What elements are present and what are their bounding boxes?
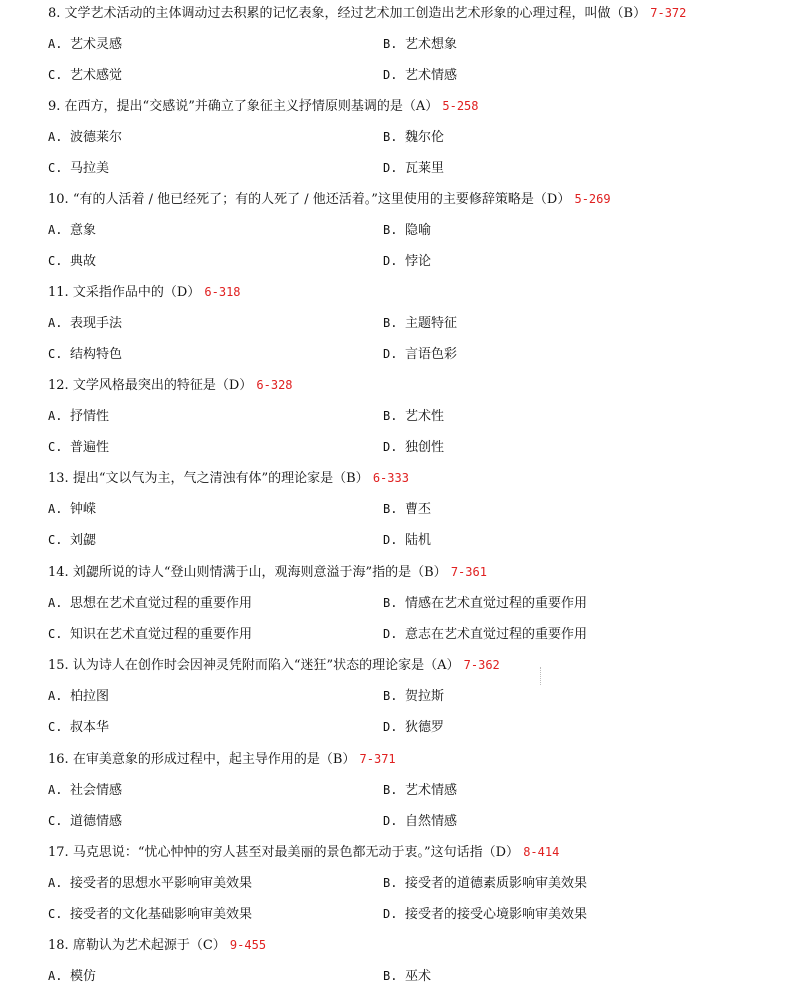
option-text: 言语色彩 bbox=[405, 347, 458, 362]
option-d bbox=[383, 624, 587, 644]
option-letter: D. bbox=[383, 814, 398, 828]
option-letter: A. bbox=[48, 130, 63, 144]
option-letter: C. bbox=[48, 814, 63, 828]
question-stem: 刘勰所说的诗人“登山则情满于山，观海则意溢于海”指的是（B） bbox=[72, 565, 447, 580]
option-letter: D. bbox=[383, 68, 398, 82]
option-text: 狄德罗 bbox=[405, 720, 445, 735]
option-text: 社会情感 bbox=[70, 783, 123, 798]
option-text: 刘勰 bbox=[70, 533, 97, 548]
option-letter: A. bbox=[48, 969, 63, 983]
option-letter: C. bbox=[48, 347, 63, 361]
option-letter: A. bbox=[48, 37, 63, 51]
question-15 bbox=[48, 655, 788, 748]
option-a bbox=[48, 34, 122, 54]
option-d bbox=[383, 344, 457, 364]
option-letter: B. bbox=[383, 502, 398, 516]
option-text: 贺拉斯 bbox=[405, 689, 445, 704]
option-letter: B. bbox=[383, 876, 398, 890]
question-number: 10. bbox=[48, 192, 69, 207]
option-letter: B. bbox=[383, 596, 398, 610]
option-b bbox=[383, 780, 457, 800]
option-text: 叔本华 bbox=[70, 720, 110, 735]
question-stem: 文学艺术活动的主体调动过去积累的记忆表象，经过艺术加工创造出艺术形象的心理过程，叫做（B） bbox=[64, 6, 647, 21]
option-text: 思想在艺术直觉过程的重要作用 bbox=[70, 596, 253, 611]
option-a bbox=[48, 686, 109, 706]
option-text: 表现手法 bbox=[70, 316, 123, 331]
option-text: 瓦莱里 bbox=[405, 161, 445, 176]
question-8 bbox=[48, 3, 788, 96]
option-letter: B. bbox=[383, 316, 398, 330]
option-text: 波德莱尔 bbox=[70, 130, 123, 145]
question-stem-line bbox=[48, 935, 266, 955]
option-b bbox=[383, 593, 587, 613]
option-text: 意象 bbox=[70, 223, 97, 238]
option-letter: B. bbox=[383, 783, 398, 797]
option-text: 结构特色 bbox=[70, 347, 123, 362]
option-c bbox=[48, 624, 252, 644]
option-c bbox=[48, 904, 252, 924]
option-letter: A. bbox=[48, 783, 63, 797]
option-letter: B. bbox=[383, 37, 398, 51]
option-c bbox=[48, 811, 122, 831]
page-reference: 7-371 bbox=[359, 752, 396, 766]
page-reference: 6-318 bbox=[204, 285, 241, 299]
page-reference: 5-269 bbox=[574, 192, 611, 206]
option-letter: C. bbox=[48, 440, 63, 454]
option-text: 抒情性 bbox=[70, 409, 110, 424]
option-a bbox=[48, 127, 122, 147]
option-text: 马拉美 bbox=[70, 161, 110, 176]
option-text: 曹丕 bbox=[405, 502, 432, 517]
page-reference: 7-361 bbox=[450, 565, 487, 579]
question-stem: 提出“文以气为主，气之清浊有体”的理论家是（B） bbox=[72, 471, 369, 486]
option-letter: C. bbox=[48, 627, 63, 641]
question-stem: 文采指作品中的（D） bbox=[72, 285, 201, 300]
option-letter: D. bbox=[383, 161, 398, 175]
option-letter: B. bbox=[383, 130, 398, 144]
question-17 bbox=[48, 842, 788, 935]
option-letter: A. bbox=[48, 316, 63, 330]
page-reference: 5-258 bbox=[442, 99, 479, 113]
option-d bbox=[383, 904, 587, 924]
question-stem-line bbox=[48, 375, 293, 395]
question-10 bbox=[48, 189, 788, 282]
question-14 bbox=[48, 562, 788, 655]
question-number: 16. bbox=[48, 752, 69, 767]
option-a bbox=[48, 406, 109, 426]
option-text: 普遍性 bbox=[70, 440, 110, 455]
option-text: 独创性 bbox=[405, 440, 445, 455]
question-16 bbox=[48, 749, 788, 842]
option-b bbox=[383, 686, 444, 706]
question-stem: 席勒认为艺术起源于（C） bbox=[72, 938, 226, 953]
question-stem-line bbox=[48, 562, 487, 582]
option-c bbox=[48, 344, 122, 364]
option-letter: A. bbox=[48, 223, 63, 237]
option-b bbox=[383, 499, 431, 519]
option-a bbox=[48, 499, 96, 519]
faint-cursor-mark bbox=[540, 667, 542, 685]
option-letter: B. bbox=[383, 969, 398, 983]
option-a bbox=[48, 873, 252, 893]
option-text: 艺术灵感 bbox=[70, 37, 123, 52]
option-c bbox=[48, 717, 109, 737]
question-12 bbox=[48, 375, 788, 468]
option-letter: A. bbox=[48, 502, 63, 516]
option-text: 知识在艺术直觉过程的重要作用 bbox=[70, 627, 253, 642]
question-stem-line bbox=[48, 749, 396, 769]
option-letter: C. bbox=[48, 720, 63, 734]
option-letter: D. bbox=[383, 347, 398, 361]
option-text: 陆机 bbox=[405, 533, 432, 548]
question-stem: 在审美意象的形成过程中，起主导作用的是（B） bbox=[72, 752, 356, 767]
question-number: 14. bbox=[48, 565, 69, 580]
question-stem: 认为诗人在创作时会因神灵凭附而陷入“迷狂”状态的理论家是（A） bbox=[72, 658, 460, 673]
page-reference: 9-455 bbox=[229, 938, 267, 952]
option-text: 自然情感 bbox=[405, 814, 458, 829]
option-a bbox=[48, 593, 252, 613]
option-text: 钟嵘 bbox=[70, 502, 97, 517]
option-text: 艺术想象 bbox=[405, 37, 458, 52]
option-a bbox=[48, 220, 96, 240]
option-b bbox=[383, 34, 457, 54]
option-letter: C. bbox=[48, 533, 63, 547]
question-stem: 在西方，提出“交感说”并确立了象征主义抒情原则基调的是（A） bbox=[64, 99, 439, 114]
option-letter: D. bbox=[383, 907, 398, 921]
question-number: 9. bbox=[48, 99, 61, 114]
question-9 bbox=[48, 96, 788, 189]
option-letter: A. bbox=[48, 876, 63, 890]
option-c bbox=[48, 158, 109, 178]
option-text: 接受者的思想水平影响审美效果 bbox=[70, 876, 253, 891]
option-b bbox=[383, 406, 444, 426]
option-letter: D. bbox=[383, 720, 398, 734]
option-b bbox=[383, 873, 587, 893]
question-stem-line bbox=[48, 282, 241, 302]
option-letter: D. bbox=[383, 627, 398, 641]
question-11 bbox=[48, 282, 788, 375]
page-reference: 7-362 bbox=[463, 658, 500, 672]
option-b bbox=[383, 220, 431, 240]
option-d bbox=[383, 811, 457, 831]
option-d bbox=[383, 530, 431, 550]
page-reference: 8-414 bbox=[523, 845, 560, 859]
option-a bbox=[48, 313, 122, 333]
question-stem-line bbox=[48, 189, 611, 209]
option-c bbox=[48, 251, 96, 271]
option-text: 接受者的道德素质影响审美效果 bbox=[405, 876, 588, 891]
option-letter: A. bbox=[48, 409, 63, 423]
option-letter: D. bbox=[383, 533, 398, 547]
option-text: 接受者的文化基础影响审美效果 bbox=[70, 907, 253, 922]
option-d bbox=[383, 717, 444, 737]
question-number: 18. bbox=[48, 938, 69, 953]
question-number: 8. bbox=[48, 6, 61, 21]
option-letter: D. bbox=[383, 254, 398, 268]
question-number: 12. bbox=[48, 378, 69, 393]
option-text: 意志在艺术直觉过程的重要作用 bbox=[405, 627, 588, 642]
option-letter: B. bbox=[383, 689, 398, 703]
option-a bbox=[48, 780, 122, 800]
option-text: 接受者的接受心境影响审美效果 bbox=[405, 907, 588, 922]
question-stem-line bbox=[48, 842, 559, 862]
question-number: 15. bbox=[48, 658, 69, 673]
option-text: 艺术情感 bbox=[405, 783, 458, 798]
option-d bbox=[383, 251, 431, 271]
question-stem: 马克思说：“忧心忡忡的穷人甚至对最美丽的景色都无动于衷。”这句话指（D） bbox=[72, 845, 520, 860]
option-d bbox=[383, 158, 444, 178]
option-c bbox=[48, 437, 109, 457]
question-stem-line bbox=[48, 468, 409, 488]
option-letter: A. bbox=[48, 596, 63, 610]
option-text: 魏尔伦 bbox=[405, 130, 445, 145]
option-text: 情感在艺术直觉过程的重要作用 bbox=[405, 596, 588, 611]
option-letter: C. bbox=[48, 161, 63, 175]
page-reference: 6-328 bbox=[256, 378, 293, 392]
option-d bbox=[383, 437, 444, 457]
option-d bbox=[383, 65, 457, 85]
option-b bbox=[383, 313, 457, 333]
option-letter: D. bbox=[383, 440, 398, 454]
option-b bbox=[383, 966, 431, 986]
option-letter: C. bbox=[48, 254, 63, 268]
option-text: 典故 bbox=[70, 254, 97, 269]
option-text: 艺术情感 bbox=[405, 68, 458, 83]
question-number: 17. bbox=[48, 845, 69, 860]
option-letter: A. bbox=[48, 689, 63, 703]
question-stem: 文学风格最突出的特征是（D） bbox=[72, 378, 253, 393]
question-stem: “有的人活着 / 他已经死了；有的人死了 / 他还活着。”这里使用的主要修辞策略是（D） bbox=[72, 192, 571, 207]
option-text: 模仿 bbox=[70, 969, 97, 984]
option-text: 悖论 bbox=[405, 254, 432, 269]
page-reference: 7-372 bbox=[650, 6, 687, 20]
option-letter: C. bbox=[48, 907, 63, 921]
option-letter: C. bbox=[48, 68, 63, 82]
question-stem-line bbox=[48, 96, 479, 116]
option-text: 道德情感 bbox=[70, 814, 123, 829]
option-letter: B. bbox=[383, 223, 398, 237]
page-reference: 6-333 bbox=[372, 471, 409, 485]
question-18 bbox=[48, 935, 788, 993]
question-number: 13. bbox=[48, 471, 69, 486]
option-text: 隐喻 bbox=[405, 223, 432, 238]
question-stem-line bbox=[48, 3, 686, 23]
option-b bbox=[383, 127, 444, 147]
option-a bbox=[48, 966, 96, 986]
option-text: 艺术感觉 bbox=[70, 68, 123, 83]
option-c bbox=[48, 530, 96, 550]
question-number: 11. bbox=[48, 285, 69, 300]
option-text: 柏拉图 bbox=[70, 689, 110, 704]
option-text: 主题特征 bbox=[405, 316, 458, 331]
option-c bbox=[48, 65, 122, 85]
option-text: 巫术 bbox=[405, 969, 432, 984]
option-letter: B. bbox=[383, 409, 398, 423]
question-stem-line bbox=[48, 655, 500, 675]
question-13 bbox=[48, 468, 788, 561]
option-text: 艺术性 bbox=[405, 409, 445, 424]
